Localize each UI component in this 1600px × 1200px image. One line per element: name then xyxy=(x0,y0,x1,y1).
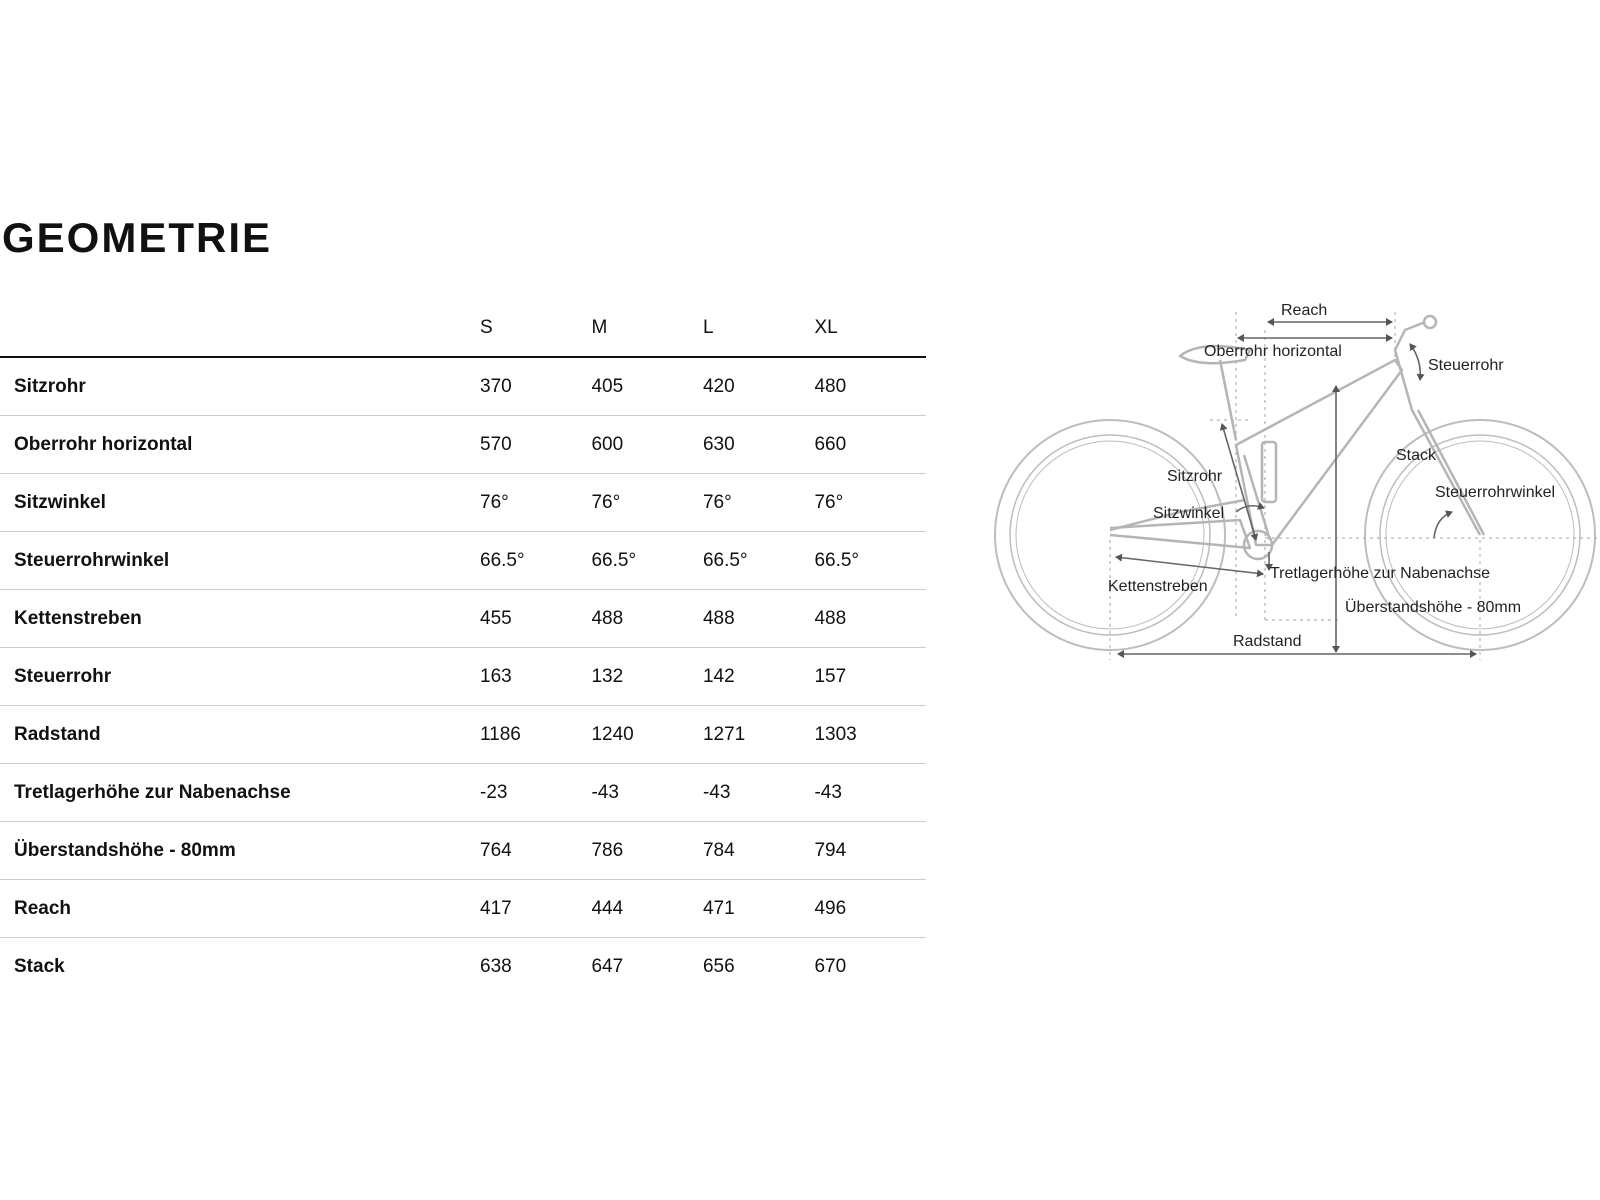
cell-value: 647 xyxy=(591,955,624,977)
cell-value: 638 xyxy=(480,955,512,977)
row-label: Tretlagerhöhe zur Nabenachse xyxy=(0,764,480,822)
row-label: Radstand xyxy=(0,706,480,764)
cell-value: 444 xyxy=(591,880,702,938)
label-sitzrohr: Sitzrohr xyxy=(1167,468,1223,485)
table-row xyxy=(0,416,926,474)
label-steuerrohr: Steuerrohr xyxy=(1428,357,1504,374)
cell-value: 630 xyxy=(703,416,814,474)
header-size-s: S xyxy=(480,300,591,357)
cell-value: 132 xyxy=(591,648,702,706)
row-label: Oberrohr horizontal xyxy=(0,416,480,474)
label-stack: Stack xyxy=(1396,447,1437,464)
label-reach: Reach xyxy=(1281,302,1328,319)
table-row xyxy=(0,648,926,706)
row-label: Kettenstreben xyxy=(0,590,480,648)
geometry-table xyxy=(0,300,926,995)
row-label: Sitzwinkel xyxy=(0,474,480,532)
cell-value: 600 xyxy=(591,416,702,474)
cell-value: 420 xyxy=(703,357,814,416)
table-row xyxy=(0,357,926,416)
label-steuerrohrwinkel: Steuerrohrwinkel xyxy=(1435,484,1556,501)
cell-value: 764 xyxy=(480,822,591,880)
label-sitzwinkel: Sitzwinkel xyxy=(1153,505,1225,522)
header-size-xl: XL xyxy=(814,300,926,357)
header-size-l: L xyxy=(703,300,814,357)
table-row xyxy=(0,938,926,996)
cell-value: 786 xyxy=(591,822,702,880)
cell-value: 670 xyxy=(814,955,847,977)
page-title: GEOMETRIE xyxy=(2,214,273,261)
cell-value: 66.5° xyxy=(480,532,591,590)
header-empty-cell xyxy=(0,300,480,357)
table-row xyxy=(0,880,926,938)
cell-value: 76° xyxy=(591,474,702,532)
cell-value: 370 xyxy=(480,357,591,416)
table-row xyxy=(0,706,926,764)
cell-value: 488 xyxy=(591,590,702,648)
cell-value: 142 xyxy=(703,648,814,706)
row-label: Überstandshöhe - 80mm xyxy=(0,822,480,880)
cell-value: -43 xyxy=(703,764,814,822)
table-row xyxy=(0,474,926,532)
cell-value: 76° xyxy=(814,474,926,532)
table-row xyxy=(0,764,926,822)
row-label: Sitzrohr xyxy=(0,357,480,416)
table-row xyxy=(0,590,926,648)
cell-value: 496 xyxy=(814,880,926,938)
header-size-m: M xyxy=(591,300,702,357)
label-tretlagerhoehe: Tretlagerhöhe zur Nabenachse xyxy=(1270,565,1490,582)
cell-value: 66.5° xyxy=(703,532,814,590)
label-ueberstandshoehe: Überstandshöhe - 80mm xyxy=(1345,599,1522,616)
cell-value: 76° xyxy=(703,474,814,532)
cell-value: 66.5° xyxy=(814,532,926,590)
cell-value: -23 xyxy=(480,764,591,822)
cell-value: -43 xyxy=(814,764,926,822)
cell-value: 570 xyxy=(480,416,591,474)
cell-value: 784 xyxy=(703,822,814,880)
row-label: Steuerrohr xyxy=(0,648,480,706)
table-row xyxy=(0,822,926,880)
cell-value: 455 xyxy=(480,590,591,648)
cell-value: 660 xyxy=(814,416,926,474)
cell-value: 488 xyxy=(814,590,926,648)
cell-value: 1186 xyxy=(480,706,591,764)
label-kettenstreben: Kettenstreben xyxy=(1108,578,1208,595)
row-label: Steuerrohrwinkel xyxy=(0,532,480,590)
cell-value: 417 xyxy=(480,880,591,938)
label-radstand: Radstand xyxy=(1233,633,1302,650)
table-header-row xyxy=(0,300,926,357)
cell-value: 1240 xyxy=(591,706,702,764)
cell-value: 794 xyxy=(814,822,926,880)
cell-value: 488 xyxy=(703,590,814,648)
row-label: Stack xyxy=(14,955,65,977)
cell-value: 1303 xyxy=(814,706,926,764)
cell-value: 157 xyxy=(814,648,926,706)
cell-value: 1271 xyxy=(703,706,814,764)
table-row xyxy=(0,532,926,590)
cell-value: 76° xyxy=(480,474,591,532)
bike-geometry-diagram xyxy=(990,290,1600,680)
cell-value: 480 xyxy=(814,357,926,416)
cell-value: 656 xyxy=(702,955,735,977)
cell-value: -43 xyxy=(591,764,702,822)
cell-value: 66.5° xyxy=(591,532,702,590)
cell-value: 471 xyxy=(703,880,814,938)
cell-value: 163 xyxy=(480,648,591,706)
label-oberrohr-horizontal: Oberrohr horizontal xyxy=(1204,343,1342,360)
cell-value: 405 xyxy=(591,357,702,416)
row-label: Reach xyxy=(0,880,480,938)
